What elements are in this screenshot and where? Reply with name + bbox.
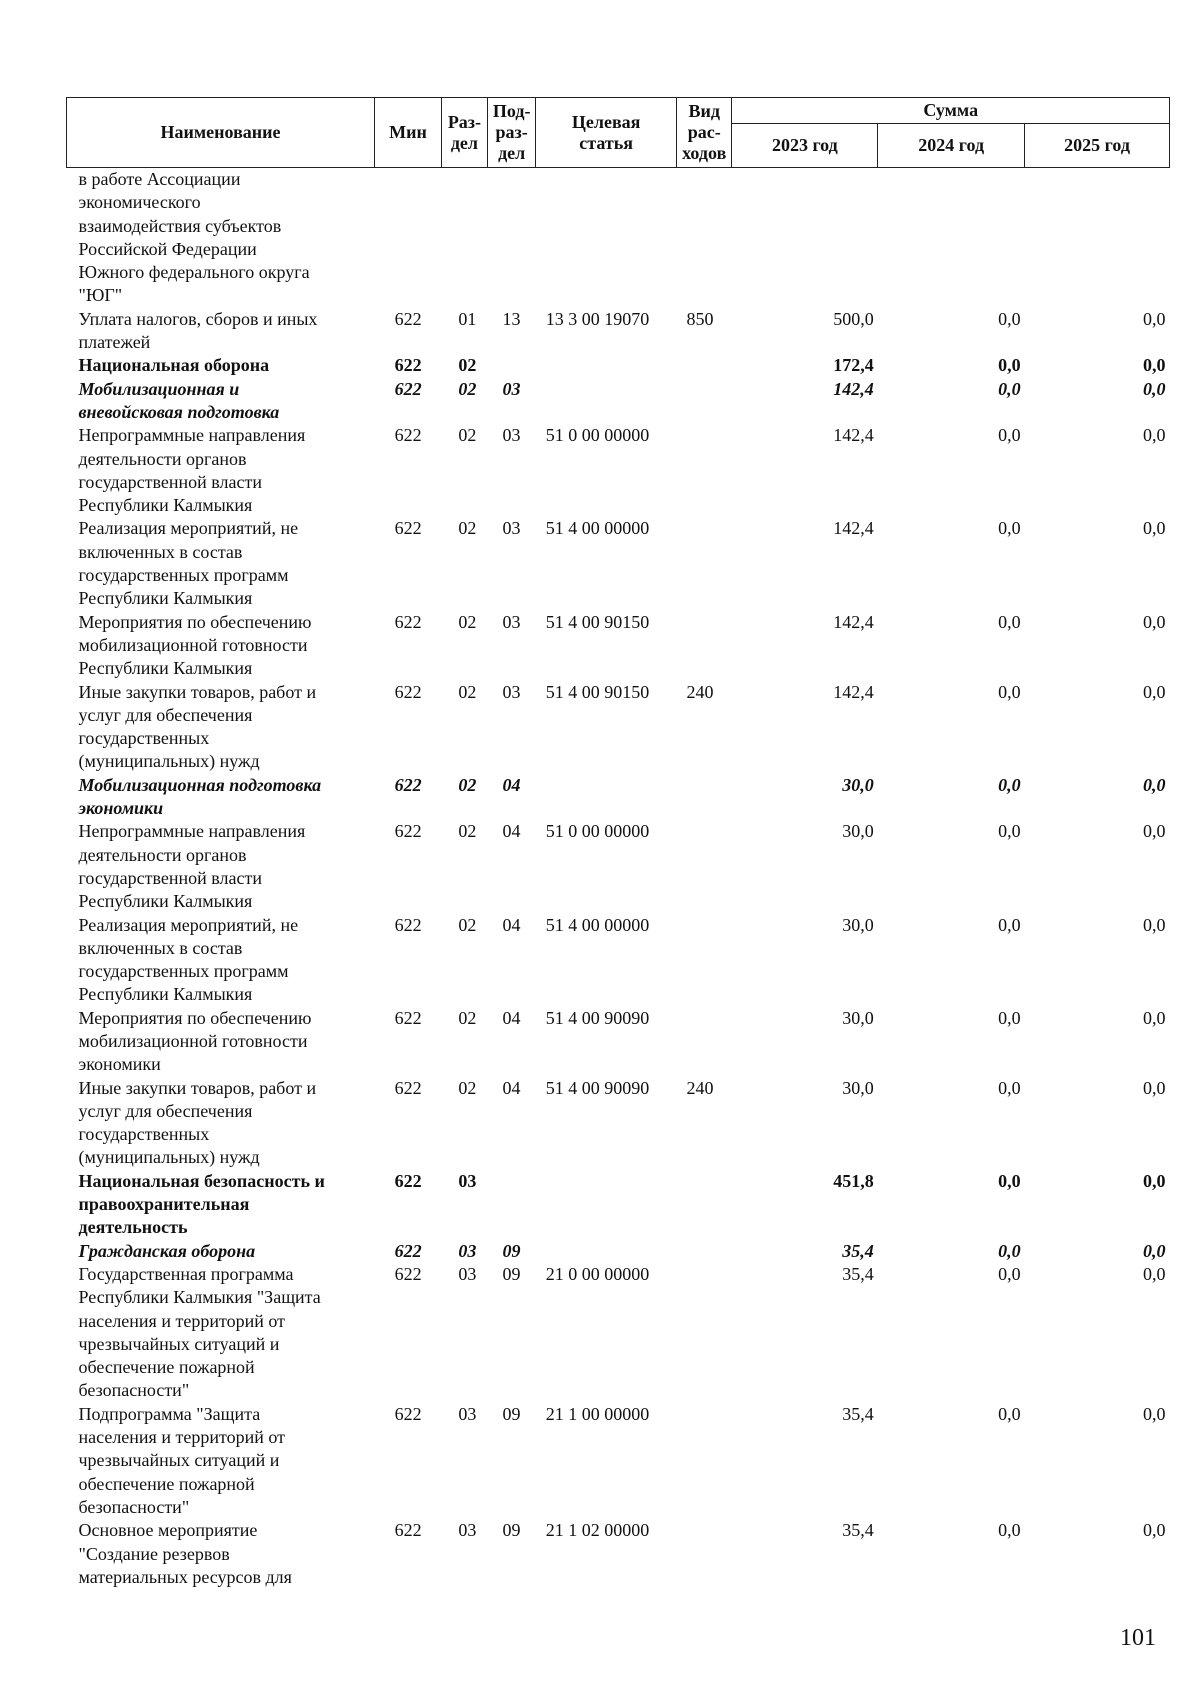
cell-min: 622	[394, 681, 422, 702]
cell-article	[536, 168, 677, 308]
cell-vid	[676, 424, 731, 517]
cell-2025: 0,0	[1143, 681, 1166, 702]
cell-vid	[676, 1007, 731, 1077]
cell-2024: 0,0	[998, 355, 1021, 376]
cell-razdel: 02	[458, 681, 477, 702]
cell-2025: 0,0	[1143, 378, 1166, 399]
table-row	[67, 1403, 1170, 1519]
cell-name: Иные закупки товаров, работ и услуг для обеспечения государственных (муниципальных) нужд	[78, 1077, 317, 1168]
cell-article: 51 0 00 00000	[545, 821, 650, 842]
cell-article	[536, 354, 677, 377]
cell-name: Реализация мероприятий, не включенных в состав государственных программ Республики Калмыкия	[78, 914, 299, 1005]
cell-2023: 500,0	[833, 308, 874, 329]
cell-2023: 30,0	[842, 821, 874, 842]
cell-2024: 0,0	[998, 1007, 1021, 1028]
cell-podrazdel: 03	[502, 378, 521, 399]
table-row	[67, 168, 1170, 308]
cell-2023: 30,0	[842, 774, 874, 795]
header-vid: Вид рас- ходов	[676, 98, 731, 168]
cell-2025: 0,0	[1143, 1077, 1166, 1098]
cell-name: Мероприятия по обеспечению мобилизационной готовности экономики	[78, 1007, 312, 1075]
cell-min: 622	[394, 1007, 422, 1028]
table-row	[67, 1263, 1170, 1403]
table-row	[67, 354, 1170, 377]
header-2024: 2024 год	[878, 124, 1025, 168]
cell-razdel: 02	[458, 355, 477, 376]
cell-2023: 172,4	[833, 355, 874, 376]
cell-article: 13 3 00 19070	[545, 308, 650, 329]
header-podrazdel: Под- раз- дел	[488, 98, 536, 168]
cell-article	[536, 378, 677, 425]
cell-article: 51 4 00 90150	[545, 681, 650, 702]
cell-2023	[732, 168, 878, 308]
cell-2025: 0,0	[1143, 1263, 1166, 1284]
cell-razdel: 03	[458, 1403, 477, 1424]
cell-name: Иные закупки товаров, работ и услуг для обеспечения государственных (муниципальных) нужд	[78, 681, 317, 772]
cell-podrazdel: 04	[502, 1007, 521, 1028]
cell-2024: 0,0	[998, 1077, 1021, 1098]
table-row	[67, 611, 1170, 681]
cell-2024: 0,0	[998, 518, 1021, 539]
cell-podrazdel: 09	[502, 1263, 521, 1284]
cell-2023: 142,4	[833, 611, 874, 632]
cell-vid	[676, 1240, 731, 1263]
cell-vid	[676, 914, 731, 1007]
cell-2023: 35,4	[842, 1520, 874, 1541]
cell-min: 622	[394, 308, 422, 329]
cell-min: 622	[394, 1520, 422, 1541]
cell-2024: 0,0	[998, 1240, 1021, 1261]
cell-2025: 0,0	[1143, 914, 1166, 935]
cell-razdel: 03	[458, 1520, 477, 1541]
cell-2024: 0,0	[998, 681, 1021, 702]
cell-2023: 142,4	[833, 425, 874, 446]
cell-2023: 30,0	[842, 1077, 874, 1098]
cell-vid	[676, 774, 731, 821]
cell-min: 622	[394, 914, 422, 935]
cell-name: Национальная безопасность и правоохранительная деятельность	[78, 1170, 325, 1238]
cell-min: 622	[394, 378, 422, 399]
cell-podrazdel: 04	[502, 914, 521, 935]
cell-article	[536, 1240, 677, 1263]
cell-razdel: 02	[458, 774, 477, 795]
cell-name: Государственная программа Республики Калмыкия "Защита населения и территорий от чрезвычайных ситуаций и обеспечение пожарной безопасности"	[78, 1263, 321, 1401]
table-row	[67, 1240, 1170, 1263]
cell-podrazdel: 09	[502, 1403, 521, 1424]
cell-podrazdel: 03	[502, 425, 521, 446]
cell-vid	[676, 354, 731, 377]
cell-article	[536, 774, 677, 821]
table-header	[67, 98, 1170, 168]
cell-2023: 30,0	[842, 914, 874, 935]
cell-podrazdel	[488, 1170, 536, 1240]
cell-2025: 0,0	[1143, 1520, 1166, 1541]
cell-podrazdel	[488, 168, 536, 308]
cell-name: Основное мероприятие "Создание резервов материальных ресурсов для	[78, 1520, 292, 1587]
header-razdel: Раз- дел	[441, 98, 487, 168]
cell-2025: 0,0	[1143, 308, 1166, 329]
cell-article: 51 4 00 00000	[545, 518, 650, 539]
cell-2024: 0,0	[998, 821, 1021, 842]
cell-2024: 0,0	[998, 308, 1021, 329]
cell-razdel	[441, 168, 487, 308]
table-body	[67, 168, 1170, 1590]
cell-min: 622	[394, 355, 422, 376]
cell-2025: 0,0	[1143, 1007, 1166, 1028]
cell-2023: 30,0	[842, 1007, 874, 1028]
cell-2024: 0,0	[998, 1263, 1021, 1284]
header-sum: Сумма	[732, 98, 1170, 124]
cell-name: Национальная оборона	[78, 355, 270, 376]
header-name: Наименование	[67, 98, 375, 168]
cell-podrazdel: 13	[502, 308, 521, 329]
cell-2024	[878, 168, 1025, 308]
cell-razdel: 02	[458, 821, 477, 842]
cell-2025	[1025, 168, 1170, 308]
cell-vid	[676, 517, 731, 610]
table-row	[67, 681, 1170, 774]
header-2025: 2025 год	[1025, 124, 1170, 168]
header-2023: 2023 год	[732, 124, 878, 168]
cell-vid: 240	[686, 681, 714, 702]
cell-min: 622	[394, 774, 422, 795]
cell-podrazdel: 03	[502, 518, 521, 539]
cell-2024: 0,0	[998, 425, 1021, 446]
cell-name: Мероприятия по обеспечению мобилизационной готовности Республики Калмыкия	[78, 611, 312, 679]
cell-razdel: 02	[458, 914, 477, 935]
cell-2023: 35,4	[842, 1403, 874, 1424]
cell-name: Мобилизационная подготовка экономики	[78, 774, 322, 819]
cell-razdel: 02	[458, 425, 477, 446]
cell-razdel: 03	[458, 1263, 477, 1284]
header-article: Целевая статья	[536, 98, 677, 168]
cell-article	[536, 1170, 677, 1240]
table-row	[67, 1007, 1170, 1077]
cell-2024: 0,0	[998, 1403, 1021, 1424]
cell-2025: 0,0	[1143, 774, 1166, 795]
cell-2023: 451,8	[833, 1170, 874, 1191]
cell-razdel: 02	[458, 1077, 477, 1098]
cell-name: Уплата налогов, сборов и иных платежей	[78, 308, 318, 353]
table-row	[67, 517, 1170, 610]
table-row	[67, 820, 1170, 913]
cell-podrazdel: 04	[502, 821, 521, 842]
cell-min: 622	[394, 425, 422, 446]
header-min: Мин	[375, 98, 442, 168]
cell-2023: 142,4	[833, 378, 874, 399]
table-row	[67, 424, 1170, 517]
cell-article: 51 4 00 90090	[545, 1007, 650, 1028]
cell-2025: 0,0	[1143, 1403, 1166, 1424]
cell-podrazdel: 09	[502, 1240, 521, 1261]
cell-min: 622	[394, 1170, 422, 1191]
cell-name: Мобилизационная и вневойсковая подготовка	[78, 378, 280, 422]
cell-2025: 0,0	[1143, 821, 1166, 842]
table-row	[67, 914, 1170, 1007]
cell-podrazdel: 03	[502, 611, 521, 632]
cell-razdel: 02	[458, 378, 477, 399]
budget-table	[66, 97, 1170, 1589]
cell-razdel: 01	[458, 308, 477, 329]
cell-vid: 240	[686, 1077, 714, 1098]
cell-name: Реализация мероприятий, не включенных в состав государственных программ Республики Калмыкия	[78, 518, 299, 609]
cell-razdel: 02	[458, 611, 477, 632]
cell-2025: 0,0	[1143, 611, 1166, 632]
table-row	[67, 1077, 1170, 1170]
cell-2024: 0,0	[998, 1520, 1021, 1541]
cell-2024: 0,0	[998, 774, 1021, 795]
cell-2024: 0,0	[998, 914, 1021, 935]
cell-min: 622	[394, 821, 422, 842]
cell-min: 622	[394, 518, 422, 539]
cell-2024: 0,0	[998, 611, 1021, 632]
cell-vid	[676, 820, 731, 913]
page-number: 101	[1120, 1625, 1156, 1651]
cell-min: 622	[394, 1077, 422, 1098]
cell-article: 21 1 02 00000	[545, 1520, 650, 1541]
cell-name: Подпрограмма "Защита населения и территорий от чрезвычайных ситуаций и обеспечение пожарной безопасности"	[78, 1403, 285, 1517]
cell-vid	[676, 168, 731, 308]
cell-2023: 35,4	[842, 1263, 874, 1284]
cell-min: 622	[394, 611, 422, 632]
cell-vid	[676, 1170, 731, 1240]
cell-name: в работе Ассоциации экономического взаимодействия субъектов Российской Федерации Южного федерального округа "ЮГ"	[78, 169, 310, 306]
cell-2025: 0,0	[1143, 1170, 1166, 1191]
cell-podrazdel	[488, 354, 536, 377]
cell-vid	[676, 611, 731, 681]
cell-vid	[676, 1519, 731, 1589]
cell-2024: 0,0	[998, 378, 1021, 399]
cell-podrazdel: 09	[502, 1520, 521, 1541]
cell-min: 622	[394, 1263, 422, 1284]
table-row	[67, 308, 1170, 355]
cell-2023: 142,4	[833, 681, 874, 702]
cell-podrazdel: 04	[502, 774, 521, 795]
cell-article: 51 4 00 00000	[545, 914, 650, 935]
cell-2024: 0,0	[998, 1170, 1021, 1191]
cell-vid	[676, 1403, 731, 1519]
cell-razdel: 03	[458, 1170, 477, 1191]
cell-podrazdel: 03	[502, 681, 521, 702]
cell-vid	[676, 1263, 731, 1403]
cell-name: Непрограммные направления деятельности органов государственной власти Республики Калмыкия	[78, 821, 306, 912]
cell-name: Непрограммные направления деятельности органов государственной власти Республики Калмыкия	[78, 425, 306, 516]
cell-min	[375, 168, 442, 308]
cell-2025: 0,0	[1143, 355, 1166, 376]
table-row	[67, 1170, 1170, 1240]
cell-article: 51 4 00 90090	[545, 1077, 650, 1098]
cell-min: 622	[394, 1403, 422, 1424]
table-row	[67, 378, 1170, 425]
cell-name: Гражданская оборона	[78, 1240, 256, 1261]
cell-razdel: 02	[458, 1007, 477, 1028]
cell-article: 21 1 00 00000	[545, 1403, 650, 1424]
cell-article: 51 4 00 90150	[545, 611, 650, 632]
cell-2023: 35,4	[842, 1240, 874, 1261]
table-row	[67, 774, 1170, 821]
cell-min: 622	[394, 1240, 422, 1261]
cell-2025: 0,0	[1143, 425, 1166, 446]
cell-2025: 0,0	[1143, 518, 1166, 539]
cell-2023: 142,4	[833, 518, 874, 539]
cell-vid	[676, 378, 731, 425]
cell-razdel: 03	[458, 1240, 477, 1261]
cell-vid: 850	[686, 308, 714, 329]
table-row	[67, 1519, 1170, 1589]
cell-article: 21 0 00 00000	[545, 1263, 650, 1284]
cell-podrazdel: 04	[502, 1077, 521, 1098]
cell-article: 51 0 00 00000	[545, 425, 650, 446]
cell-2025: 0,0	[1143, 1240, 1166, 1261]
cell-razdel: 02	[458, 518, 477, 539]
